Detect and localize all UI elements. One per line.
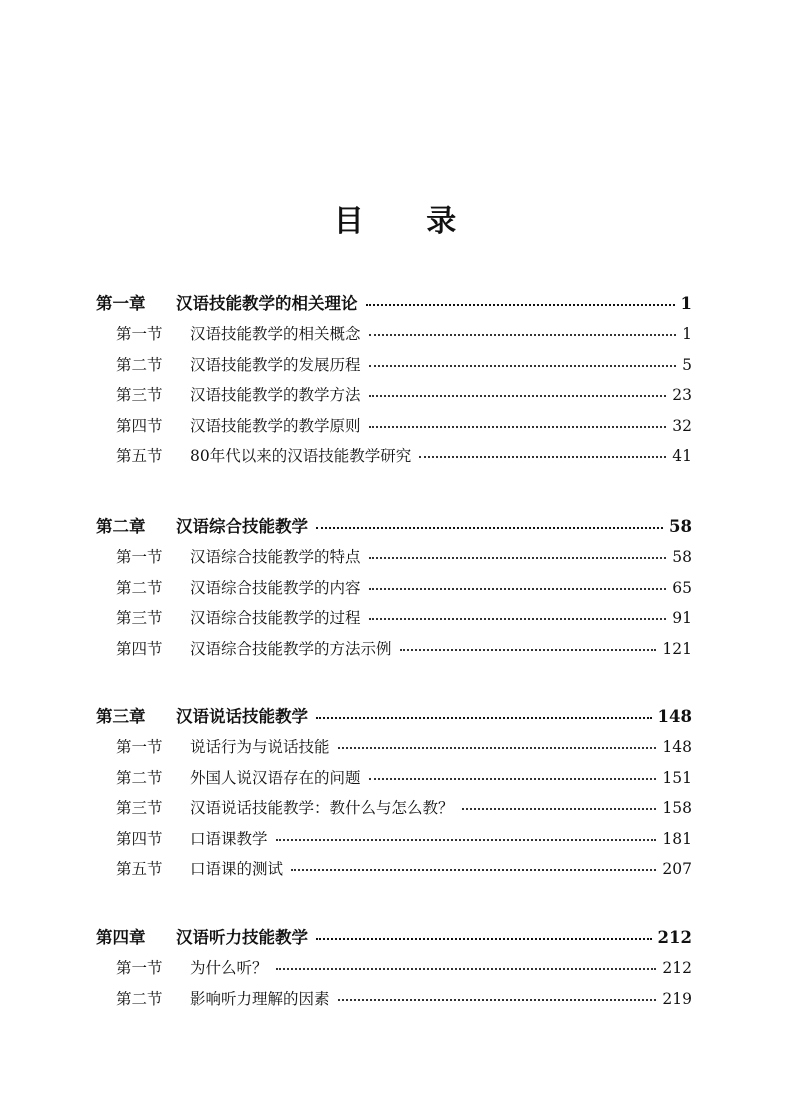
dot-leader: [276, 828, 657, 844]
toc-section-row[interactable]: [96, 383, 692, 414]
section-number: 第二节: [116, 355, 163, 374]
chapter-1: [96, 290, 692, 475]
toc-section-row[interactable]: [96, 857, 692, 888]
section-page-number: 212: [662, 959, 692, 977]
section-page-number: 148: [662, 738, 692, 756]
dot-leader: [369, 767, 657, 783]
dot-leader: [369, 354, 676, 370]
section-title: 汉语说话技能教学：教什么与怎么教？: [190, 799, 454, 817]
section-number: 第三节: [116, 386, 163, 404]
chapter-4: [96, 924, 692, 1017]
section-page-number: 32: [672, 416, 692, 435]
toc-section-row[interactable]: [96, 735, 692, 766]
chapter-title: 汉语综合技能教学: [176, 517, 308, 536]
toc-section-row[interactable]: [96, 414, 692, 445]
section-page-number: 65: [672, 578, 692, 597]
section-page-number: 23: [672, 386, 692, 404]
chapter-page-number: 148: [657, 707, 692, 726]
section-title: 汉语综合技能教学的内容: [190, 578, 361, 597]
toc-section-row[interactable]: [96, 827, 692, 858]
page-title: 目 录: [333, 204, 483, 239]
dot-leader: [369, 577, 667, 593]
section-title: 汉语技能教学的教学方法: [190, 386, 361, 404]
section-page-number: 121: [662, 639, 692, 658]
toc-section-row[interactable]: [96, 606, 692, 637]
section-page-number: 1: [682, 325, 692, 343]
dot-leader: [338, 737, 657, 753]
section-number: 第五节: [116, 447, 163, 465]
toc-section-row[interactable]: [96, 956, 692, 987]
section-number: 第一节: [116, 325, 163, 343]
section-title: 口语课的测试: [190, 860, 284, 878]
chapter-number: 第二章: [96, 517, 146, 536]
toc-section-row[interactable]: [96, 766, 692, 797]
chapter-number: 第四章: [96, 928, 146, 947]
section-page-number: 181: [662, 829, 692, 848]
dot-leader: [338, 988, 657, 1004]
section-title: 汉语技能教学的发展历程: [190, 355, 361, 374]
dot-leader: [316, 516, 663, 533]
dot-leader: [369, 385, 667, 401]
chapter-title: 汉语技能教学的相关理论: [176, 294, 358, 313]
chapter-page-number: 58: [669, 517, 692, 536]
section-number: 第二节: [116, 578, 163, 597]
dot-leader: [462, 798, 657, 814]
section-title: 汉语技能教学的教学原则: [190, 416, 361, 435]
section-number: 第一节: [116, 738, 163, 756]
dot-leader: [276, 958, 657, 974]
chapter-title: 汉语听力技能教学: [176, 928, 308, 947]
section-number: 第三节: [116, 609, 163, 627]
toc-section-row[interactable]: [96, 987, 692, 1018]
section-number: 第四节: [116, 416, 163, 435]
section-number: 第一节: [116, 548, 163, 566]
dot-leader: [400, 638, 657, 654]
dot-leader: [369, 415, 667, 431]
section-title: 汉语技能教学的相关概念: [190, 325, 361, 343]
section-title: 80年代以来的汉语技能教学研究: [190, 447, 412, 465]
dot-leader: [291, 859, 656, 875]
section-title: 外国人说汉语存在的问题: [190, 768, 361, 787]
section-title: 汉语综合技能教学的特点: [190, 548, 361, 566]
section-title: 为什么听？: [190, 959, 268, 977]
chapter-number: 第一章: [96, 294, 146, 313]
chapter-page-number: 212: [657, 928, 692, 947]
section-page-number: 219: [662, 989, 692, 1008]
section-title: 汉语综合技能教学的方法示例: [190, 639, 392, 658]
chapter-title: 汉语说话技能教学: [176, 707, 308, 726]
section-number: 第一节: [116, 959, 163, 977]
toc-section-row[interactable]: [96, 353, 692, 384]
section-title: 口语课教学: [190, 829, 268, 848]
toc-section-row[interactable]: [96, 576, 692, 607]
toc-chapter-row[interactable]: [96, 513, 692, 545]
dot-leader: [366, 293, 675, 310]
section-number: 第二节: [116, 768, 163, 787]
section-page-number: 207: [662, 860, 692, 878]
section-number: 第四节: [116, 829, 163, 848]
section-page-number: 58: [672, 548, 692, 566]
toc-section-row[interactable]: [96, 637, 692, 668]
toc-section-row[interactable]: [96, 444, 692, 475]
section-title: 影响听力理解的因素: [190, 989, 330, 1008]
section-page-number: 91: [672, 609, 692, 627]
toc-chapter-row[interactable]: [96, 703, 692, 735]
chapter-number: 第三章: [96, 707, 146, 726]
dot-leader: [419, 446, 666, 462]
section-number: 第三节: [116, 799, 163, 817]
section-title: 汉语综合技能教学的过程: [190, 609, 361, 627]
toc-section-row[interactable]: [96, 545, 692, 576]
chapter-2: [96, 513, 692, 667]
toc-chapter-row[interactable]: [96, 924, 692, 956]
dot-leader: [316, 927, 652, 944]
section-number: 第二节: [116, 989, 163, 1008]
section-page-number: 41: [672, 447, 692, 465]
dot-leader: [369, 324, 676, 340]
dot-leader: [316, 706, 652, 723]
chapter-page-number: 1: [680, 294, 692, 313]
section-page-number: 158: [662, 799, 692, 817]
chapter-3: [96, 703, 692, 888]
section-title: 说话行为与说话技能: [190, 738, 330, 756]
section-page-number: 5: [682, 355, 692, 374]
toc-section-row[interactable]: [96, 322, 692, 353]
dot-leader: [369, 608, 667, 624]
toc-section-row[interactable]: [96, 796, 692, 827]
toc-chapter-row[interactable]: [96, 290, 692, 322]
section-number: 第五节: [116, 860, 163, 878]
dot-leader: [369, 547, 667, 563]
section-number: 第四节: [116, 639, 163, 658]
section-page-number: 151: [662, 768, 692, 787]
